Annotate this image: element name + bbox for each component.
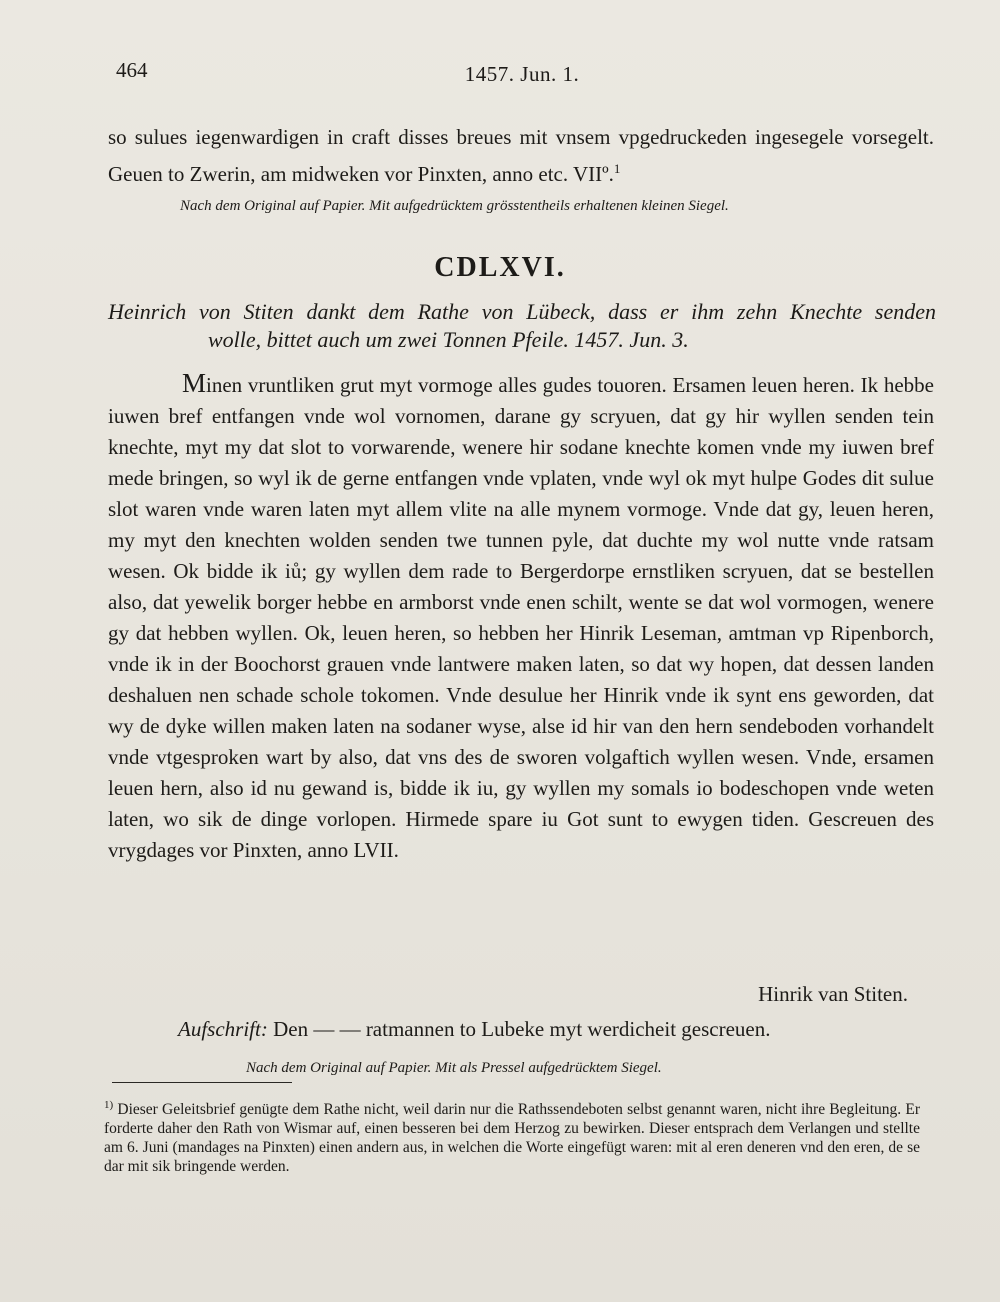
address-label: Aufschrift: [178,1017,268,1041]
letter-text: inen vruntliken grut myt vormoge alles gudes touoren. Ersamen leuen heren. Ik hebbe iuwen bref entfangen vnde wol vornomen, darane gy scryuen, dat gy hir wyllen senden tein knechte, myt my dat slot to vorwarende, wenere hir sodane knechte komen vnde my iuwen bref mede bringen, so wyl ik de gerne entfangen vnde vplaten, vnde wyl ok myt hulpe Godes dit sulue slot waren vnde waren laten myt allem vlite na alle mynem vormoge. Vnde dat gy, leuen heren, my myt den knechten wolden senden twe tunnen pyle, dat duchte my wol nutte vnde ratsam wesen. Ok bidde ik iů; gy wyllen dem rade to Bergerdorpe ernstliken scryuen, dat se bestellen also, dat yewelik borger hebbe en armborst vnde enen schilt, wente se dat wol vormogen, wenere gy dat hebben wyllen. Ok, leuen heren, so hebben her Hinrik Leseman, amtman vp Ripenborch, vnde ik in der Boochorst grauen vnde lantwere maken laten, so dat wy hopen, dat dessen landen deshaluen nen schade schole tokomen. Vnde desulue her Hinrik vnde ik synt ens geworden, dat wy de dyke willen maken laten na sodaner wyse, alse id hir van den hern sendeboden vorhandelt vnde vtgesproken wart by also, dat vns des de sworen volgaftich wyllen wesen. Vnde, ersamen leuen hern, also id nu gewand is, bidde ik iu, gy wyllen my somals io bodeschopen vnde weten laten, wo sik de dinge vorlopen. Hirmede spare iu Got sunt to ewygen tiden. Gescreuen des vrygdages vor Pinxten, anno LVII. [108,373,934,862]
footnote-divider [112,1082,292,1083]
source-note: Nach dem Original auf Papier. Mit als Pressel aufgedrücktem Siegel. [246,1060,662,1076]
source-note-previous: Nach dem Original auf Papier. Mit aufgedrücktem grösstentheils erhaltenen kleinen Siegel. [180,198,729,214]
page-header [112,58,932,92]
document-summary [108,298,936,354]
address-text: Den — — ratmannen to Lubeke myt werdicheit gescreuen. [273,1017,771,1041]
footnote-text: Dieser Geleitsbrief genügte dem Rathe nicht, weil darin nur die Rathssendeboten selbst genannt waren, nicht ihre Begleitung. Er forderte daher den Rath von Wismar auf, einen besseren bei dem Herzog zu bewirken. Dieser entsprach dem Verlangen und stellte am 6. Juni (mandages na Pinxten) einen andern aus, in welchen die Worte eingefügt waren: mit al eren deneren vnd den eren, de se dar mit sik bringende werden. [104,1101,921,1176]
letter-body [108,368,934,866]
summary-line-1: Heinrich von Stiten dankt dem Rathe von Lübeck, dass er ihm zehn Knechte senden [108,299,936,324]
summary-line-2: wolle, bittet auch um zwei Tonnen Pfeile. 1457. Jun. 3. [208,327,689,352]
footnote [104,1096,920,1176]
initial-letter: M [182,368,207,398]
footnote-reference: 1 [613,161,621,176]
previous-document-text: so sulues iegenwardigen in craft disses breues mit vnsem vpgedruckeden ingesegele vorsegelt. Geuen to Zwerin, am midweken vor Pinxten, anno etc. VIIº. [108,125,934,186]
page-number: 464 [116,58,148,82]
signature: Hinrik van Stiten. [758,982,908,1006]
document-number-heading: CDLXVI. [434,252,566,283]
footnote-mark: 1) [104,1099,114,1111]
previous-document-ending [108,122,934,190]
running-head: 1457. Jun. 1. [464,62,580,86]
address-line [178,1014,924,1044]
